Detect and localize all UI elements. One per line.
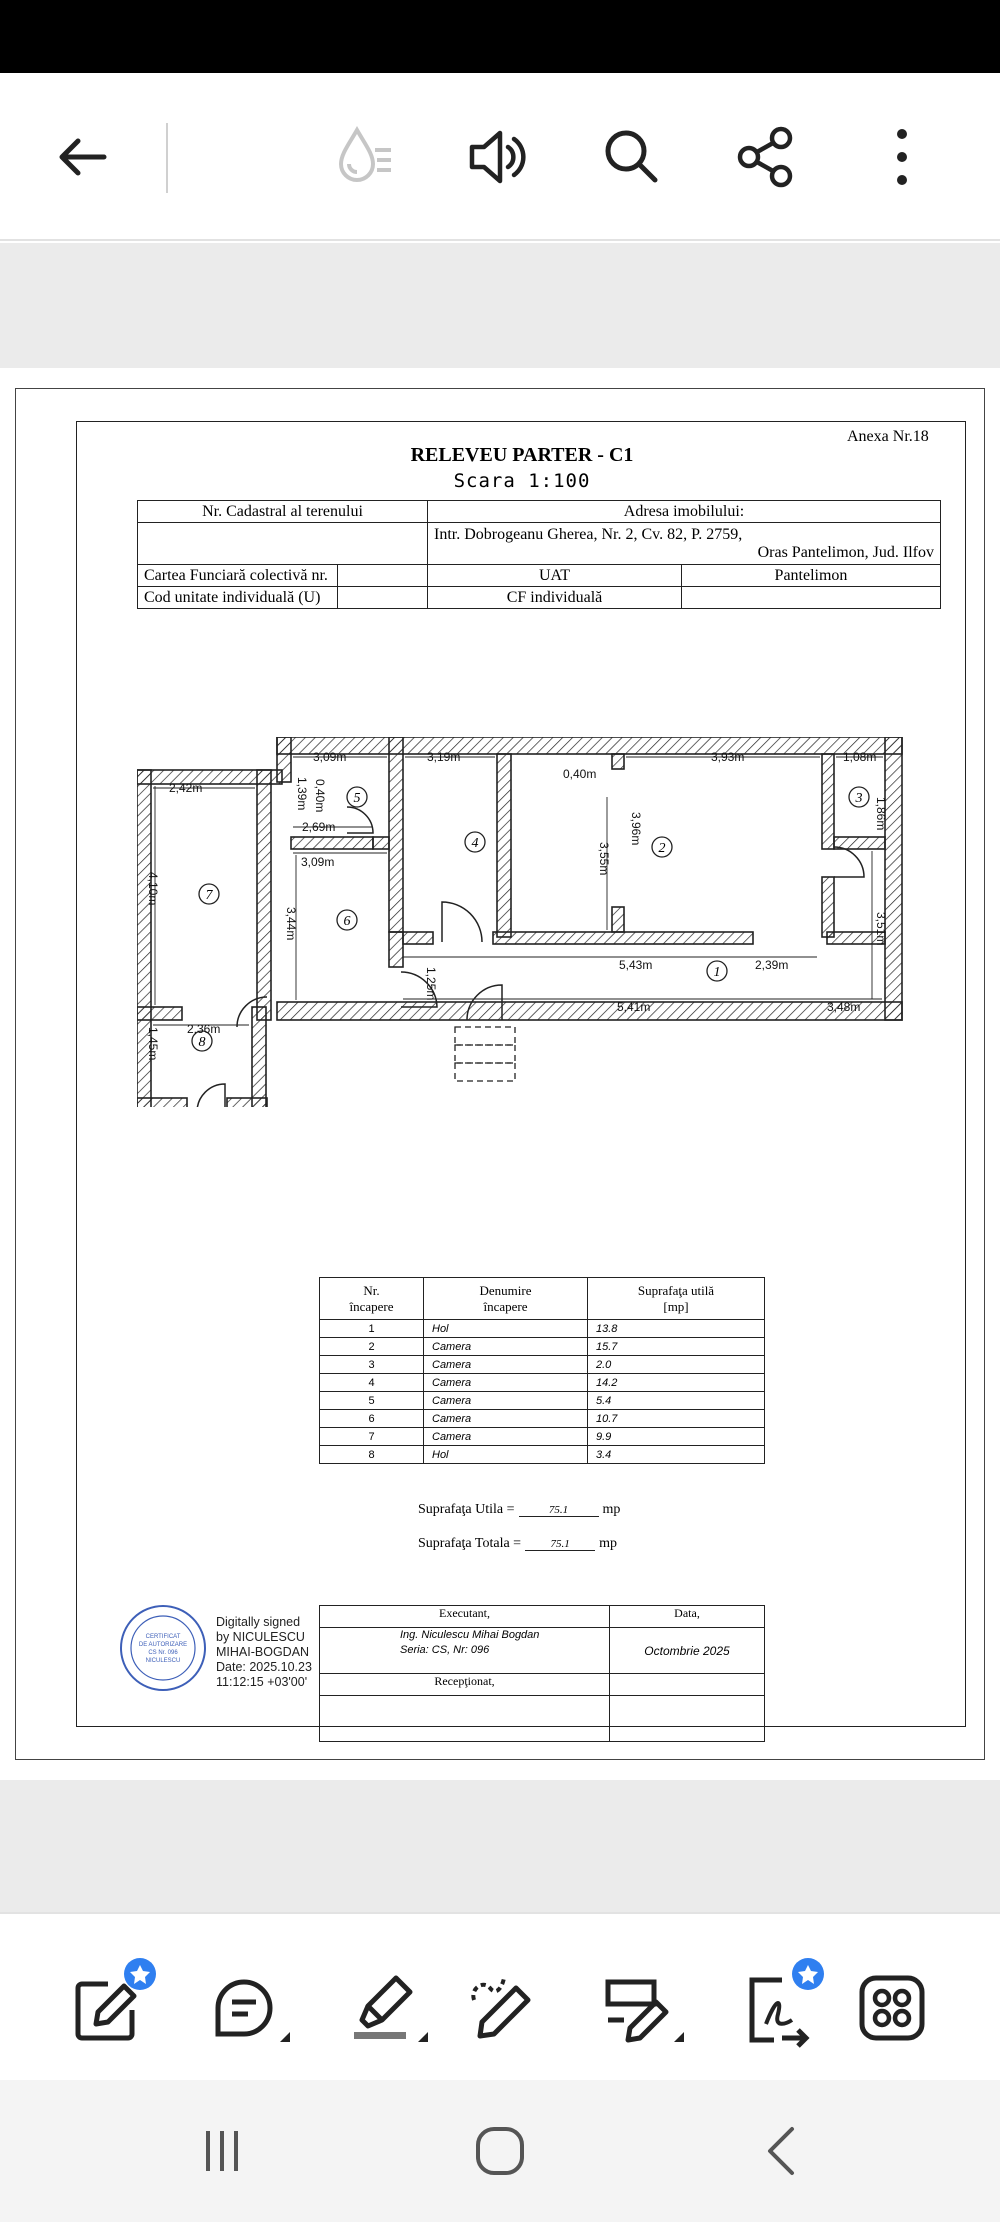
executant-label: Executant, <box>320 1606 610 1628</box>
dim-label: 3,51m <box>874 912 888 946</box>
wall-room5-east <box>389 737 403 932</box>
dim-label: 1,08m <box>843 750 877 764</box>
pdf-export-button[interactable] <box>726 1958 826 2058</box>
room-number-1: 1 <box>713 965 721 980</box>
wall-room3-west <box>822 754 834 849</box>
cell-area: 14.2 <box>588 1374 765 1392</box>
cell-name: Camera <box>424 1410 588 1428</box>
unit-value <box>338 587 428 609</box>
dim-label: 2,39m <box>755 958 789 972</box>
drawing-frame <box>76 421 966 1727</box>
wall-north <box>277 737 902 754</box>
room-number-5: 5 <box>353 791 361 806</box>
reading-mode-button[interactable] <box>322 115 406 199</box>
signature-line: by NICULESCU <box>216 1630 305 1644</box>
dim-label: 1,45m <box>146 1027 160 1061</box>
navigation-bar <box>0 2080 1000 2222</box>
dim-label: 0,40m <box>563 767 597 781</box>
signature-line: Date: 2025.10.23 <box>216 1660 312 1674</box>
cell-name: Camera <box>424 1356 588 1374</box>
dim-label: 5,43m <box>619 958 653 972</box>
total-area-line <box>418 1536 617 1552</box>
door-room5 <box>347 807 373 833</box>
share-button[interactable] <box>724 115 808 199</box>
draw-icon <box>452 1958 552 2058</box>
useful-area-value: 75.1 <box>519 1504 599 1517</box>
more-tools-icon <box>842 1958 942 2058</box>
wall-annex-east <box>257 770 271 1020</box>
share-icon <box>731 122 801 192</box>
text-edit-button[interactable] <box>590 1958 690 2058</box>
dim-label: 3,93m <box>711 750 745 764</box>
door-room4 <box>442 902 482 942</box>
more-vertical-icon <box>887 122 917 192</box>
document-page <box>15 388 985 1760</box>
dim-label: 0,40m <box>313 779 327 813</box>
total-area-label: Suprafaţa Totala = <box>418 1536 522 1551</box>
recent-apps-button[interactable] <box>182 2116 262 2186</box>
cell-number: 5 <box>320 1392 424 1410</box>
arrow-left-icon <box>50 125 114 189</box>
speaker-icon <box>462 121 534 193</box>
cell-number: 4 <box>320 1374 424 1392</box>
uat-value: Pantelimon <box>682 565 941 587</box>
dim-label: 3,96m <box>629 812 643 846</box>
room-number-8: 8 <box>198 1035 206 1050</box>
text-edit-icon <box>590 1958 690 2058</box>
dim-label: 2,42m <box>169 781 203 795</box>
search-button[interactable] <box>590 115 674 199</box>
cell-number: 1 <box>320 1320 424 1338</box>
cell-area: 5.4 <box>588 1392 765 1410</box>
edit-button[interactable] <box>58 1958 158 2058</box>
wall-east <box>885 737 902 1020</box>
back-icon <box>752 2121 812 2181</box>
more-options-button[interactable] <box>860 115 944 199</box>
cell-area: 10.7 <box>588 1410 765 1428</box>
wall-room2-east <box>822 877 834 937</box>
bottom-toolbar <box>0 1912 1000 2080</box>
dim-label: 1,39m <box>295 777 309 811</box>
home-icon <box>470 2121 530 2181</box>
wall-south <box>277 1002 902 1020</box>
pdf-export-icon <box>726 1958 826 2058</box>
rooms-table <box>319 1277 765 1464</box>
receptionat-date <box>610 1674 765 1696</box>
table-row <box>320 1392 765 1410</box>
document-viewer[interactable] <box>0 368 1000 1780</box>
date-label: Data, <box>610 1606 765 1628</box>
receptionat-cell <box>320 1696 610 1742</box>
useful-area-label: Suprafaţa Utila = <box>418 1502 515 1517</box>
authorization-stamp <box>117 1602 209 1694</box>
receptionat-date-value <box>610 1696 765 1742</box>
home-button[interactable] <box>460 2116 540 2186</box>
table-row <box>320 1356 765 1374</box>
search-icon <box>597 122 667 192</box>
cf-label: Cartea Funciară colectivă nr. <box>138 565 338 587</box>
ink-drop-icon <box>327 120 401 194</box>
cell-name: Camera <box>424 1374 588 1392</box>
header-room-area: Suprafaţa utilă [mp] <box>588 1278 765 1320</box>
wall-pillar <box>612 754 624 769</box>
address-line2: Oras Pantelimon, Jud. Ilfov <box>757 543 934 561</box>
signature-line: MIHAI-BOGDAN <box>216 1645 310 1659</box>
address-label: Adresa imobilului: <box>428 501 941 523</box>
wall-room4-east <box>497 754 511 937</box>
dim-label: 3,48m <box>827 1000 861 1014</box>
wall-room6-east <box>389 932 403 967</box>
cell-number: 8 <box>320 1446 424 1464</box>
executant-cell <box>320 1628 610 1674</box>
address-line1: Intr. Dobrogeanu Gherea, Nr. 2, Cv. 82, P. 2759, <box>434 525 743 543</box>
table-row <box>320 1374 765 1392</box>
annex-label: Anexa Nr.18 <box>847 428 929 445</box>
dim-label: 2,36m <box>187 1022 221 1036</box>
cell-area: 3.4 <box>588 1446 765 1464</box>
cell-number: 3 <box>320 1356 424 1374</box>
svg-text:CERTIFICAT: CERTIFICAT <box>145 1634 181 1640</box>
cf-individual-label: CF individuală <box>428 587 682 609</box>
address-cell <box>428 523 941 565</box>
useful-area-line <box>418 1502 620 1518</box>
cell-area: 2.0 <box>588 1356 765 1374</box>
status-bar <box>0 0 1000 73</box>
dim-label: 1,86m <box>874 797 888 831</box>
edit-note-icon <box>58 1958 158 2058</box>
more-tools-button[interactable] <box>842 1958 942 2058</box>
cell-number: 2 <box>320 1338 424 1356</box>
highlighter-button[interactable] <box>334 1958 434 2058</box>
dim-label: 3,09m <box>313 750 347 764</box>
read-aloud-button[interactable] <box>456 115 540 199</box>
back-button[interactable] <box>40 115 124 199</box>
signature-line: Digitally signed <box>216 1615 301 1629</box>
cell-area: 9.9 <box>588 1428 765 1446</box>
dim-label: 2,69m <box>302 820 336 834</box>
signature-table <box>319 1605 765 1742</box>
wall-room4-south-a <box>403 932 433 944</box>
page-gap-top <box>0 243 1000 368</box>
table-row <box>320 1320 765 1338</box>
cell-area: 15.7 <box>588 1338 765 1356</box>
dim-label: 3,19m <box>427 750 461 764</box>
signature-line: 11:12:15 +03'00' <box>216 1675 308 1689</box>
entrance-steps <box>182 1027 515 1107</box>
table-row <box>320 1338 765 1356</box>
door-room3 <box>834 847 864 877</box>
cell-name: Camera <box>424 1338 588 1356</box>
engineer-name: Ing. Niculescu Mihai Bogdan <box>400 1629 540 1641</box>
cadastral-label: Nr. Cadastral al terenului <box>138 501 428 523</box>
date-value: Octombrie 2025 <box>610 1628 765 1674</box>
dim-label: 5,41m <box>617 1000 651 1014</box>
cf-value <box>338 565 428 587</box>
wall-room5-south-b <box>373 837 389 849</box>
cell-name: Hol <box>424 1320 588 1338</box>
wall-pillar-b <box>612 907 624 932</box>
cadastral-table <box>137 500 941 609</box>
cell-name: Camera <box>424 1392 588 1410</box>
wall-annex-8-east <box>252 1007 266 1107</box>
cf-individual-value <box>682 587 941 609</box>
unit-label: Cod unitate individuală (U) <box>138 587 338 609</box>
cell-number: 6 <box>320 1410 424 1428</box>
cadastral-value <box>138 523 428 565</box>
room-number-6: 6 <box>343 914 351 929</box>
draw-button[interactable] <box>452 1958 552 2058</box>
svg-text:NICULESCU: NICULESCU <box>145 1658 181 1664</box>
useful-area-unit: mp <box>602 1502 621 1517</box>
header-room-number: Nr. încapere <box>320 1278 424 1320</box>
dim-label: 3,55m <box>597 842 611 876</box>
table-row <box>320 1428 765 1446</box>
room-number-7: 7 <box>205 888 213 903</box>
cell-number: 7 <box>320 1428 424 1446</box>
comment-button[interactable] <box>196 1958 296 2058</box>
dim-label: 1,25m <box>424 967 438 1001</box>
room-number-3: 3 <box>855 791 863 806</box>
dim-label: 4,10m <box>146 872 160 906</box>
wall-room5-south-a <box>291 837 373 849</box>
page-title: RELEVEU PARTER - C1 <box>410 444 634 466</box>
total-area-value: 75.1 <box>525 1538 595 1551</box>
wall-annex-south-a <box>137 1098 187 1107</box>
toolbar-separator <box>166 123 168 193</box>
highlighter-icon <box>334 1958 434 2058</box>
floor-plan <box>137 737 947 1107</box>
comment-icon <box>196 1958 296 2058</box>
room-number-2: 2 <box>658 841 666 856</box>
table-row <box>320 1410 765 1428</box>
dim-label: 3,09m <box>301 855 335 869</box>
cell-name: Hol <box>424 1446 588 1464</box>
total-area-unit: mp <box>599 1536 617 1551</box>
header-room-name: Denumire încapere <box>424 1278 588 1320</box>
svg-text:CS Nr. 096: CS Nr. 096 <box>148 1650 178 1656</box>
page-gap-bottom <box>0 1780 1000 1912</box>
cell-name: Camera <box>424 1428 588 1446</box>
top-toolbar <box>0 73 1000 241</box>
wall-room4-south-b <box>493 932 753 944</box>
dim-label: 3,44m <box>284 907 298 941</box>
door-room8 <box>197 1084 225 1107</box>
uat-label: UAT <box>428 565 682 587</box>
back-nav-button[interactable] <box>742 2116 822 2186</box>
digital-signature-text <box>216 1615 312 1690</box>
scale-label: Scara 1:100 <box>453 470 591 492</box>
svg-text:DE AUTORIZARE: DE AUTORIZARE <box>138 1642 188 1648</box>
recent-apps-icon <box>192 2121 252 2181</box>
wall-room8-north <box>137 1007 182 1020</box>
table-row <box>320 1446 765 1464</box>
cell-area: 13.8 <box>588 1320 765 1338</box>
engineer-series: Seria: CS, Nr: 096 <box>400 1644 490 1656</box>
receptionat-label: Recepţionat, <box>320 1674 610 1696</box>
room-number-4: 4 <box>471 836 479 851</box>
